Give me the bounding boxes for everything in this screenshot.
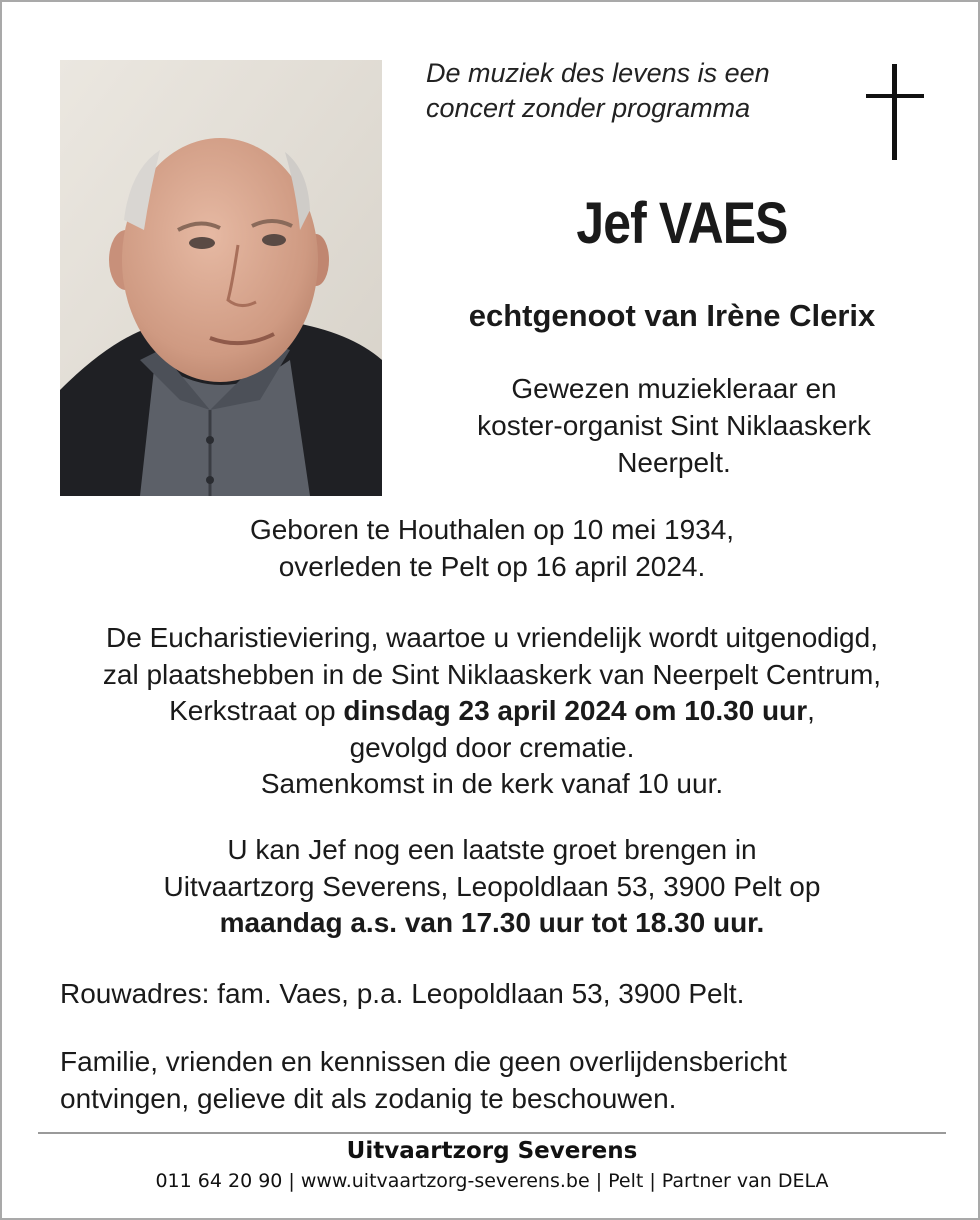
service-line: De Eucharistieviering, waartoe u vriendelijk wordt uitgenodigd, bbox=[106, 622, 878, 653]
service-punctuation: , bbox=[807, 695, 815, 726]
notice-line: ontvingen, gelieve dit als zodanig te beschouwen. bbox=[60, 1082, 677, 1114]
visitation-info bbox=[22, 832, 962, 942]
funeral-service-info bbox=[22, 620, 962, 803]
cross-icon bbox=[866, 64, 924, 160]
service-line: Samenkomst in de kerk vanaf 10 uur. bbox=[260, 768, 724, 799]
service-datetime: dinsdag 23 april 2024 om 10.30 uur bbox=[343, 695, 808, 726]
occupation-text bbox=[404, 370, 944, 481]
spouse-line: echtgenoot van Irène Clerix bbox=[468, 298, 876, 333]
occupation-line: koster-organist Sint Niklaaskerk bbox=[477, 410, 871, 441]
occupation-line: Neerpelt. bbox=[617, 447, 731, 478]
visitation-datetime: maandag a.s. van 17.30 uur tot 18.30 uur. bbox=[219, 907, 765, 938]
notice-line: Familie, vrienden en kennissen die geen overlijdensbericht bbox=[60, 1046, 787, 1077]
footer-company-name: Uitvaartzorg Severens bbox=[346, 1138, 638, 1164]
footer-divider bbox=[38, 1132, 946, 1134]
motto-quote bbox=[426, 56, 846, 126]
service-line bbox=[22, 693, 962, 730]
notice-text bbox=[60, 1044, 950, 1117]
mourning-address bbox=[60, 976, 950, 1013]
footer-contact-info: 011 64 20 90 | www.uitvaartzorg-severens.be | Pelt | Partner van DELA bbox=[155, 1170, 829, 1192]
visitation-line: U kan Jef nog een laatste groet brengen in bbox=[227, 834, 757, 865]
birth-death-dates bbox=[22, 512, 962, 585]
death-line: overleden te Pelt op 16 april 2024. bbox=[278, 550, 706, 582]
visitation-line: Uitvaartzorg Severens, Leopoldlaan 53, 3900 Pelt op bbox=[163, 870, 821, 902]
service-location-text: Kerkstraat op bbox=[169, 695, 344, 726]
occupation-line: Gewezen muziekleraar en bbox=[511, 373, 837, 404]
portrait-photo bbox=[60, 60, 382, 496]
service-line: zal plaatshebben in de Sint Niklaaskerk van Neerpelt Centrum, bbox=[102, 658, 882, 690]
birth-line: Geboren te Houthalen op 10 mei 1934, bbox=[249, 514, 735, 545]
service-line: gevolgd door crematie. bbox=[349, 731, 635, 763]
deceased-name: Jef VAES bbox=[576, 191, 788, 256]
address-line: Rouwadres: fam. Vaes, p.a. Leopoldlaan 53, 3900 Pelt. bbox=[60, 978, 745, 1009]
portrait-illustration bbox=[60, 60, 382, 496]
motto-line: concert zonder programma bbox=[426, 93, 751, 123]
motto-line: De muziek des levens is een bbox=[426, 58, 770, 88]
